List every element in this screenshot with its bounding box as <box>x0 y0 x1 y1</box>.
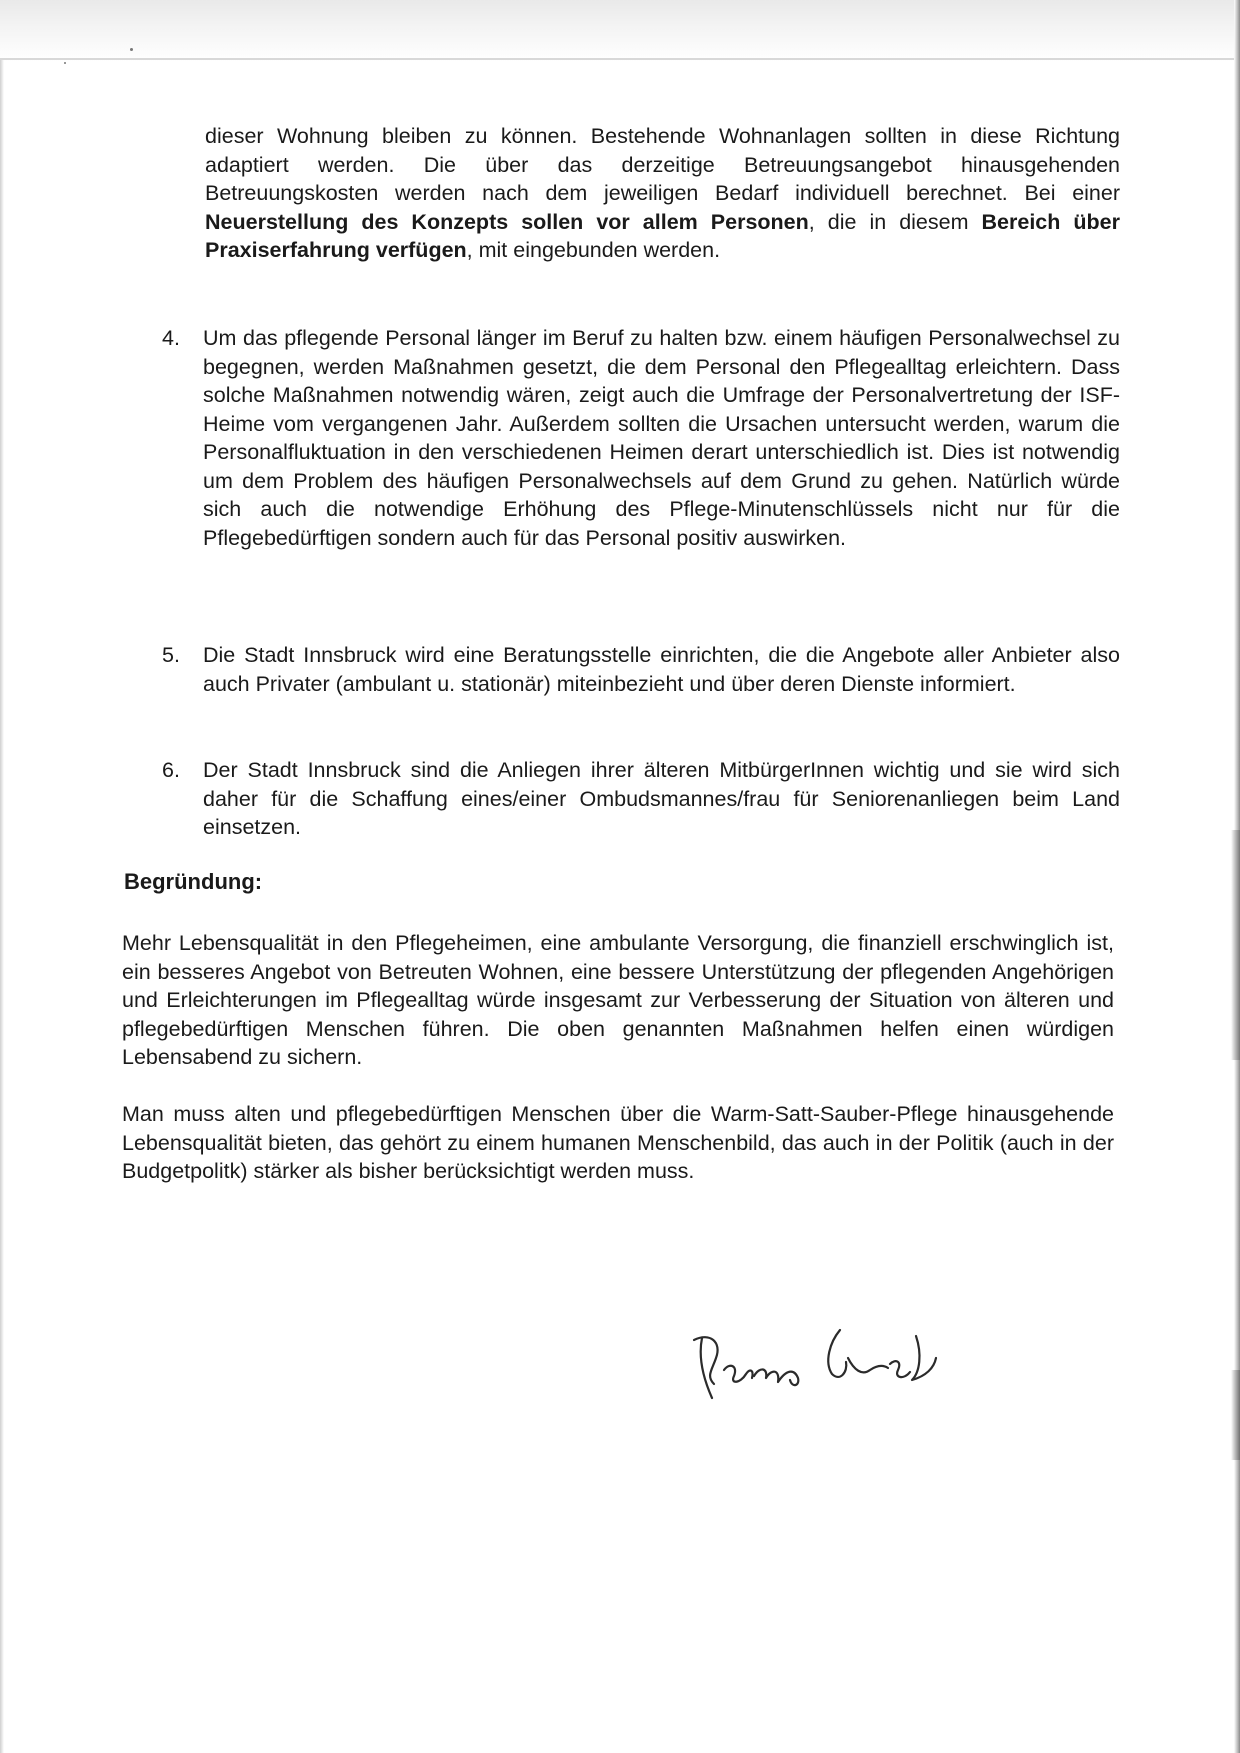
list-item-text: Um das pflegende Personal länger im Beruf zu halten bzw. einem häufigen Personalwechsel zu begegnen, werden Maßnahmen gesetzt, die dem Personal den Pflegealltag erleichtern. Dass solche Maßnahmen notwendig wären, zeigt auch die Umfrage der Personalvertretung der ISF-Heime vom vergangenen Jahr. Außerdem sollten die Ursachen untersucht werden, warum die Personalfluktuation in den verschiedenen Heimen derart unterschiedlich ist. Dies ist notwendig um dem Problem des häufigen Personalwechsels auf dem Grund zu gehen. Natürlich würde sich auch die notwendige Erhöhung des Pflege-Minutenschlüssels nicht nur für die Pflegebedürftigen sondern auch für das Personal positiv auswirken. <box>203 326 1120 550</box>
intro-text-1: dieser Wohnung bleiben zu können. Bestehende Wohnanlagen sollten in diese Richtung adaptiert werden. Die über das derzeitige Betreuungsangebot hinausgehenden Betreuungskosten werden nach dem jeweiligen Bedarf individuell berechnet. Bei einer <box>205 124 1120 205</box>
intro-bold-2: Bereich über Praxiserfahrung verfügen <box>205 209 1120 262</box>
signature-stroke <box>724 1366 753 1382</box>
list-item-text: Der Stadt Innsbruck sind die Anliegen ihrer älteren MitbürgerInnen wichtig und sie wird sich daher für die Schaffung eines/einer Ombudsmannes/frau für Seniorenanliegen beim Land einsetzen. <box>203 758 1120 839</box>
signature-stroke <box>890 1361 910 1377</box>
handwritten-signature <box>690 1318 950 1408</box>
scan-right-shadow-lower <box>1231 1370 1240 1460</box>
signature-stroke <box>701 1338 712 1398</box>
scan-top-shadow <box>0 0 1240 62</box>
intro-bold-1: Neuerstellung des Konzepts sollen vor allem Personen <box>205 209 809 234</box>
scan-speck <box>130 48 133 51</box>
intro-text-3: , mit eingebunden werden. <box>466 238 721 262</box>
signature-stroke <box>694 1337 718 1384</box>
scan-speck <box>64 62 66 64</box>
list-item-number: 6. <box>162 758 180 782</box>
signature-stroke <box>848 1358 888 1372</box>
scan-right-shadow-upper <box>1231 830 1240 1060</box>
reasoning-heading: Begründung: <box>124 869 263 894</box>
scan-top-line <box>0 58 1240 60</box>
signature-stroke <box>912 1336 936 1380</box>
scan-left-edge <box>0 60 4 1753</box>
signature-stroke <box>754 1369 798 1385</box>
reasoning-paragraph-2: Man muss alten und pflegebedürftigen Menschen über die Warm-Satt-Sauber-Pflege hinausgehende Lebensqualität bieten, das gehört zu einem humanen Menschenbild, das auch in der Politik (auch in der Budgetpolitk) stärker als bisher berücksichtigt werden muss. <box>122 1102 1114 1183</box>
intro-paragraph <box>205 122 1120 265</box>
list-item-number: 5. <box>162 643 180 667</box>
list-item-number: 4. <box>162 326 180 350</box>
list-item-text: Die Stadt Innsbruck wird eine Beratungsstelle einrichten, die die Angebote aller Anbieter also auch Privater (ambulant u. stationär) miteinbezieht und über deren Dienste informiert. <box>203 643 1120 696</box>
signature-stroke <box>828 1330 846 1377</box>
intro-text-2: , die in diesem <box>808 209 982 234</box>
reasoning-paragraph-1: Mehr Lebensqualität in den Pflegeheimen, eine ambulante Versorgung, die finanziell erschwinglich ist, ein besseres Angebot von Betreuten Wohnen, eine bessere Unterstützung der pflegenden Angehörigen und Erleichterungen im Pflegealltag würde insgesamt zur Verbesserung der Situation von älteren und pflegebedürftigen Menschen führen. Die oben genannten Maßnahmen helfen einen würdigen Lebensabend zu sichern. <box>122 931 1114 1069</box>
